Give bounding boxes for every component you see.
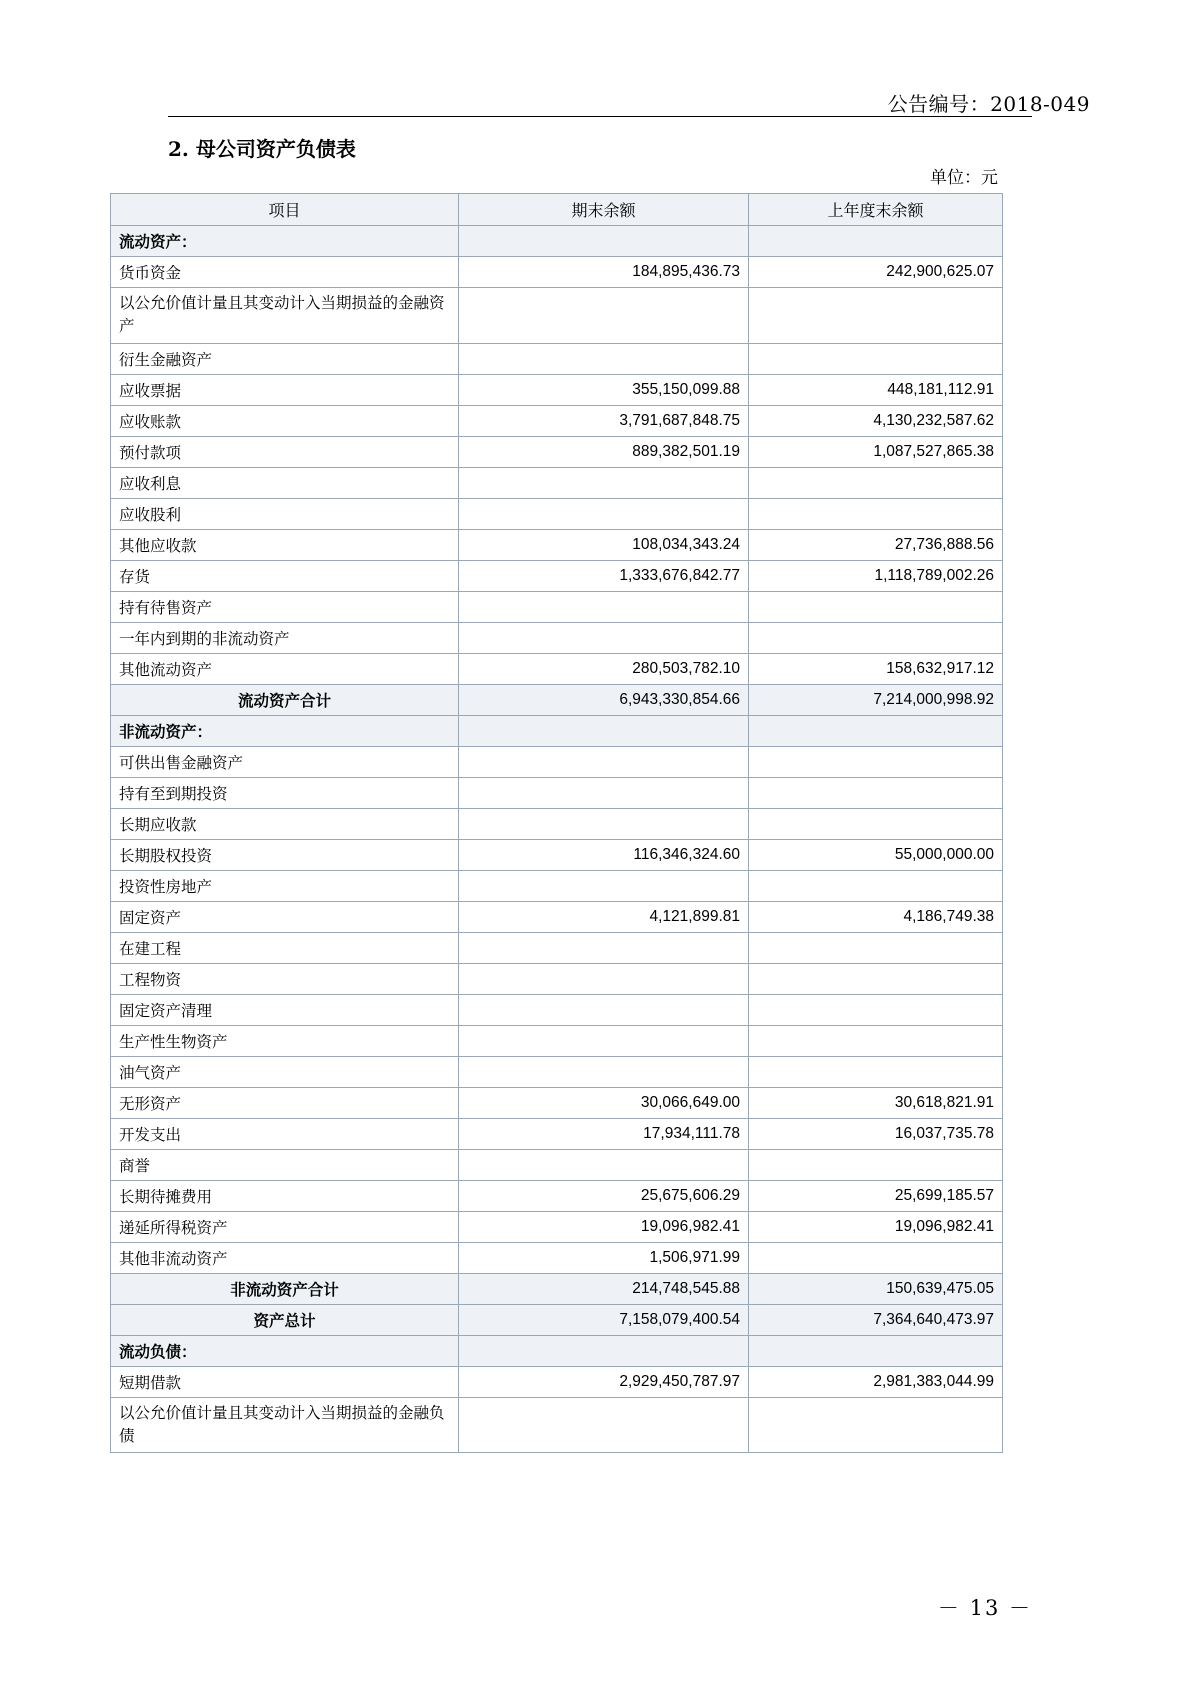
row-ending-balance (459, 498, 749, 529)
row-label: 长期应收款 (111, 808, 459, 839)
row-ending-balance (459, 808, 749, 839)
row-prior-balance (749, 870, 1003, 901)
table-row (111, 715, 1003, 746)
row-label: 递延所得税资产 (111, 1211, 459, 1242)
table-row (111, 591, 1003, 622)
row-label: 固定资产 (111, 901, 459, 932)
table-row (111, 1211, 1003, 1242)
table-row (111, 1397, 1003, 1453)
row-prior-balance (749, 591, 1003, 622)
row-ending-balance (459, 963, 749, 994)
row-prior-balance: 150,639,475.05 (749, 1273, 1003, 1304)
row-ending-balance: 25,675,606.29 (459, 1180, 749, 1211)
balance-sheet-table (110, 193, 1003, 1453)
row-label: 开发支出 (111, 1118, 459, 1149)
row-label: 流动资产合计 (111, 684, 459, 715)
row-label: 应收票据 (111, 374, 459, 405)
row-prior-balance: 55,000,000.00 (749, 839, 1003, 870)
announcement-number: 公告编号：2018-049 (887, 92, 1090, 116)
row-prior-balance (749, 288, 1003, 344)
row-ending-balance (459, 994, 749, 1025)
row-ending-balance (459, 746, 749, 777)
row-prior-balance (749, 1056, 1003, 1087)
section-title: 2. 母公司资产负债表 (168, 137, 356, 161)
table-row (111, 1118, 1003, 1149)
row-ending-balance: 1,333,676,842.77 (459, 560, 749, 591)
row-label: 工程物资 (111, 963, 459, 994)
row-ending-balance: 19,096,982.41 (459, 1211, 749, 1242)
row-label: 资产总计 (111, 1304, 459, 1335)
row-label: 以公允价值计量且其变动计入当期损益的金融资产 (111, 288, 459, 344)
row-label: 其他流动资产 (111, 653, 459, 684)
row-label: 投资性房地产 (111, 870, 459, 901)
table-row (111, 684, 1003, 715)
row-prior-balance: 27,736,888.56 (749, 529, 1003, 560)
row-ending-balance (459, 715, 749, 746)
row-label: 存货 (111, 560, 459, 591)
row-ending-balance (459, 932, 749, 963)
row-prior-balance (749, 1397, 1003, 1453)
row-prior-balance: 1,087,527,865.38 (749, 436, 1003, 467)
table-row (111, 1242, 1003, 1273)
table-row (111, 1180, 1003, 1211)
row-ending-balance: 214,748,545.88 (459, 1273, 749, 1304)
row-label: 应收股利 (111, 498, 459, 529)
row-ending-balance (459, 1149, 749, 1180)
table-row (111, 746, 1003, 777)
table-row (111, 1335, 1003, 1366)
table-body (111, 226, 1003, 1453)
row-label: 长期股权投资 (111, 839, 459, 870)
row-ending-balance (459, 1056, 749, 1087)
table-row (111, 288, 1003, 344)
row-prior-balance (749, 226, 1003, 257)
table-row (111, 1366, 1003, 1397)
row-prior-balance: 30,618,821.91 (749, 1087, 1003, 1118)
row-prior-balance (749, 343, 1003, 374)
row-prior-balance: 242,900,625.07 (749, 257, 1003, 288)
row-ending-balance: 355,150,099.88 (459, 374, 749, 405)
row-prior-balance: 448,181,112.91 (749, 374, 1003, 405)
table-row (111, 498, 1003, 529)
table-row (111, 808, 1003, 839)
row-label: 长期待摊费用 (111, 1180, 459, 1211)
row-prior-balance: 16,037,735.78 (749, 1118, 1003, 1149)
row-ending-balance (459, 591, 749, 622)
row-ending-balance: 184,895,436.73 (459, 257, 749, 288)
table-row (111, 560, 1003, 591)
row-label: 应收利息 (111, 467, 459, 498)
row-prior-balance: 4,130,232,587.62 (749, 405, 1003, 436)
row-label: 非流动资产： (111, 715, 459, 746)
row-ending-balance (459, 777, 749, 808)
table-row (111, 622, 1003, 653)
row-prior-balance: 7,364,640,473.97 (749, 1304, 1003, 1335)
row-ending-balance: 280,503,782.10 (459, 653, 749, 684)
table-row (111, 405, 1003, 436)
row-ending-balance (459, 1335, 749, 1366)
row-prior-balance (749, 932, 1003, 963)
row-ending-balance (459, 467, 749, 498)
row-ending-balance: 116,346,324.60 (459, 839, 749, 870)
row-ending-balance: 4,121,899.81 (459, 901, 749, 932)
table-row (111, 1304, 1003, 1335)
row-label: 生产性生物资产 (111, 1025, 459, 1056)
row-prior-balance (749, 622, 1003, 653)
row-label: 油气资产 (111, 1056, 459, 1087)
column-header-item: 项目 (111, 194, 459, 226)
column-header-prior-year-balance: 上年度末余额 (749, 194, 1003, 226)
row-prior-balance (749, 498, 1003, 529)
row-ending-balance: 1,506,971.99 (459, 1242, 749, 1273)
column-header-ending-balance: 期末余额 (459, 194, 749, 226)
row-label: 其他应收款 (111, 529, 459, 560)
table-row (111, 436, 1003, 467)
header-divider (168, 116, 1032, 117)
table-row (111, 777, 1003, 808)
table-row (111, 226, 1003, 257)
table-row (111, 901, 1003, 932)
row-label: 无形资产 (111, 1087, 459, 1118)
row-label: 可供出售金融资产 (111, 746, 459, 777)
row-ending-balance: 2,929,450,787.97 (459, 1366, 749, 1397)
row-label: 货币资金 (111, 257, 459, 288)
row-prior-balance (749, 994, 1003, 1025)
row-ending-balance: 3,791,687,848.75 (459, 405, 749, 436)
row-label: 一年内到期的非流动资产 (111, 622, 459, 653)
row-ending-balance (459, 622, 749, 653)
row-label: 流动负债： (111, 1335, 459, 1366)
row-ending-balance (459, 1397, 749, 1453)
row-label: 持有至到期投资 (111, 777, 459, 808)
table-row (111, 963, 1003, 994)
row-prior-balance: 1,118,789,002.26 (749, 560, 1003, 591)
row-label: 在建工程 (111, 932, 459, 963)
unit-label: 单位：元 (930, 168, 998, 188)
table-row (111, 343, 1003, 374)
row-label: 预付款项 (111, 436, 459, 467)
row-ending-balance (459, 343, 749, 374)
table-header-row (111, 194, 1003, 226)
row-ending-balance (459, 1025, 749, 1056)
table-row (111, 1056, 1003, 1087)
row-label: 以公允价值计量且其变动计入当期损益的金融负债 (111, 1397, 459, 1453)
table-row (111, 529, 1003, 560)
table-row (111, 467, 1003, 498)
row-prior-balance (749, 1149, 1003, 1180)
row-prior-balance: 4,186,749.38 (749, 901, 1003, 932)
row-prior-balance (749, 467, 1003, 498)
row-label: 固定资产清理 (111, 994, 459, 1025)
table-row (111, 994, 1003, 1025)
row-ending-balance: 7,158,079,400.54 (459, 1304, 749, 1335)
table-row (111, 653, 1003, 684)
table-row (111, 1087, 1003, 1118)
row-label: 应收账款 (111, 405, 459, 436)
row-prior-balance (749, 715, 1003, 746)
row-ending-balance (459, 226, 749, 257)
row-label: 其他非流动资产 (111, 1242, 459, 1273)
row-ending-balance: 108,034,343.24 (459, 529, 749, 560)
row-prior-balance (749, 777, 1003, 808)
row-prior-balance: 25,699,185.57 (749, 1180, 1003, 1211)
row-prior-balance (749, 746, 1003, 777)
table-row (111, 870, 1003, 901)
row-prior-balance: 7,214,000,998.92 (749, 684, 1003, 715)
table-row (111, 932, 1003, 963)
row-prior-balance (749, 1025, 1003, 1056)
row-prior-balance: 158,632,917.12 (749, 653, 1003, 684)
row-label: 流动资产： (111, 226, 459, 257)
row-label: 短期借款 (111, 1366, 459, 1397)
row-prior-balance: 19,096,982.41 (749, 1211, 1003, 1242)
row-label: 持有待售资产 (111, 591, 459, 622)
table-row (111, 1273, 1003, 1304)
row-ending-balance: 17,934,111.78 (459, 1118, 749, 1149)
table-row (111, 374, 1003, 405)
row-ending-balance: 6,943,330,854.66 (459, 684, 749, 715)
table-row (111, 1149, 1003, 1180)
page-number: － 13 － (937, 1596, 1032, 1620)
row-ending-balance (459, 870, 749, 901)
table-row (111, 839, 1003, 870)
row-label: 非流动资产合计 (111, 1273, 459, 1304)
row-prior-balance: 2,981,383,044.99 (749, 1366, 1003, 1397)
row-ending-balance: 30,066,649.00 (459, 1087, 749, 1118)
row-label: 商誉 (111, 1149, 459, 1180)
row-ending-balance: 889,382,501.19 (459, 436, 749, 467)
row-prior-balance (749, 1242, 1003, 1273)
row-prior-balance (749, 1335, 1003, 1366)
row-ending-balance (459, 288, 749, 344)
row-label: 衍生金融资产 (111, 343, 459, 374)
row-prior-balance (749, 963, 1003, 994)
table-row (111, 1025, 1003, 1056)
row-prior-balance (749, 808, 1003, 839)
table-row (111, 257, 1003, 288)
